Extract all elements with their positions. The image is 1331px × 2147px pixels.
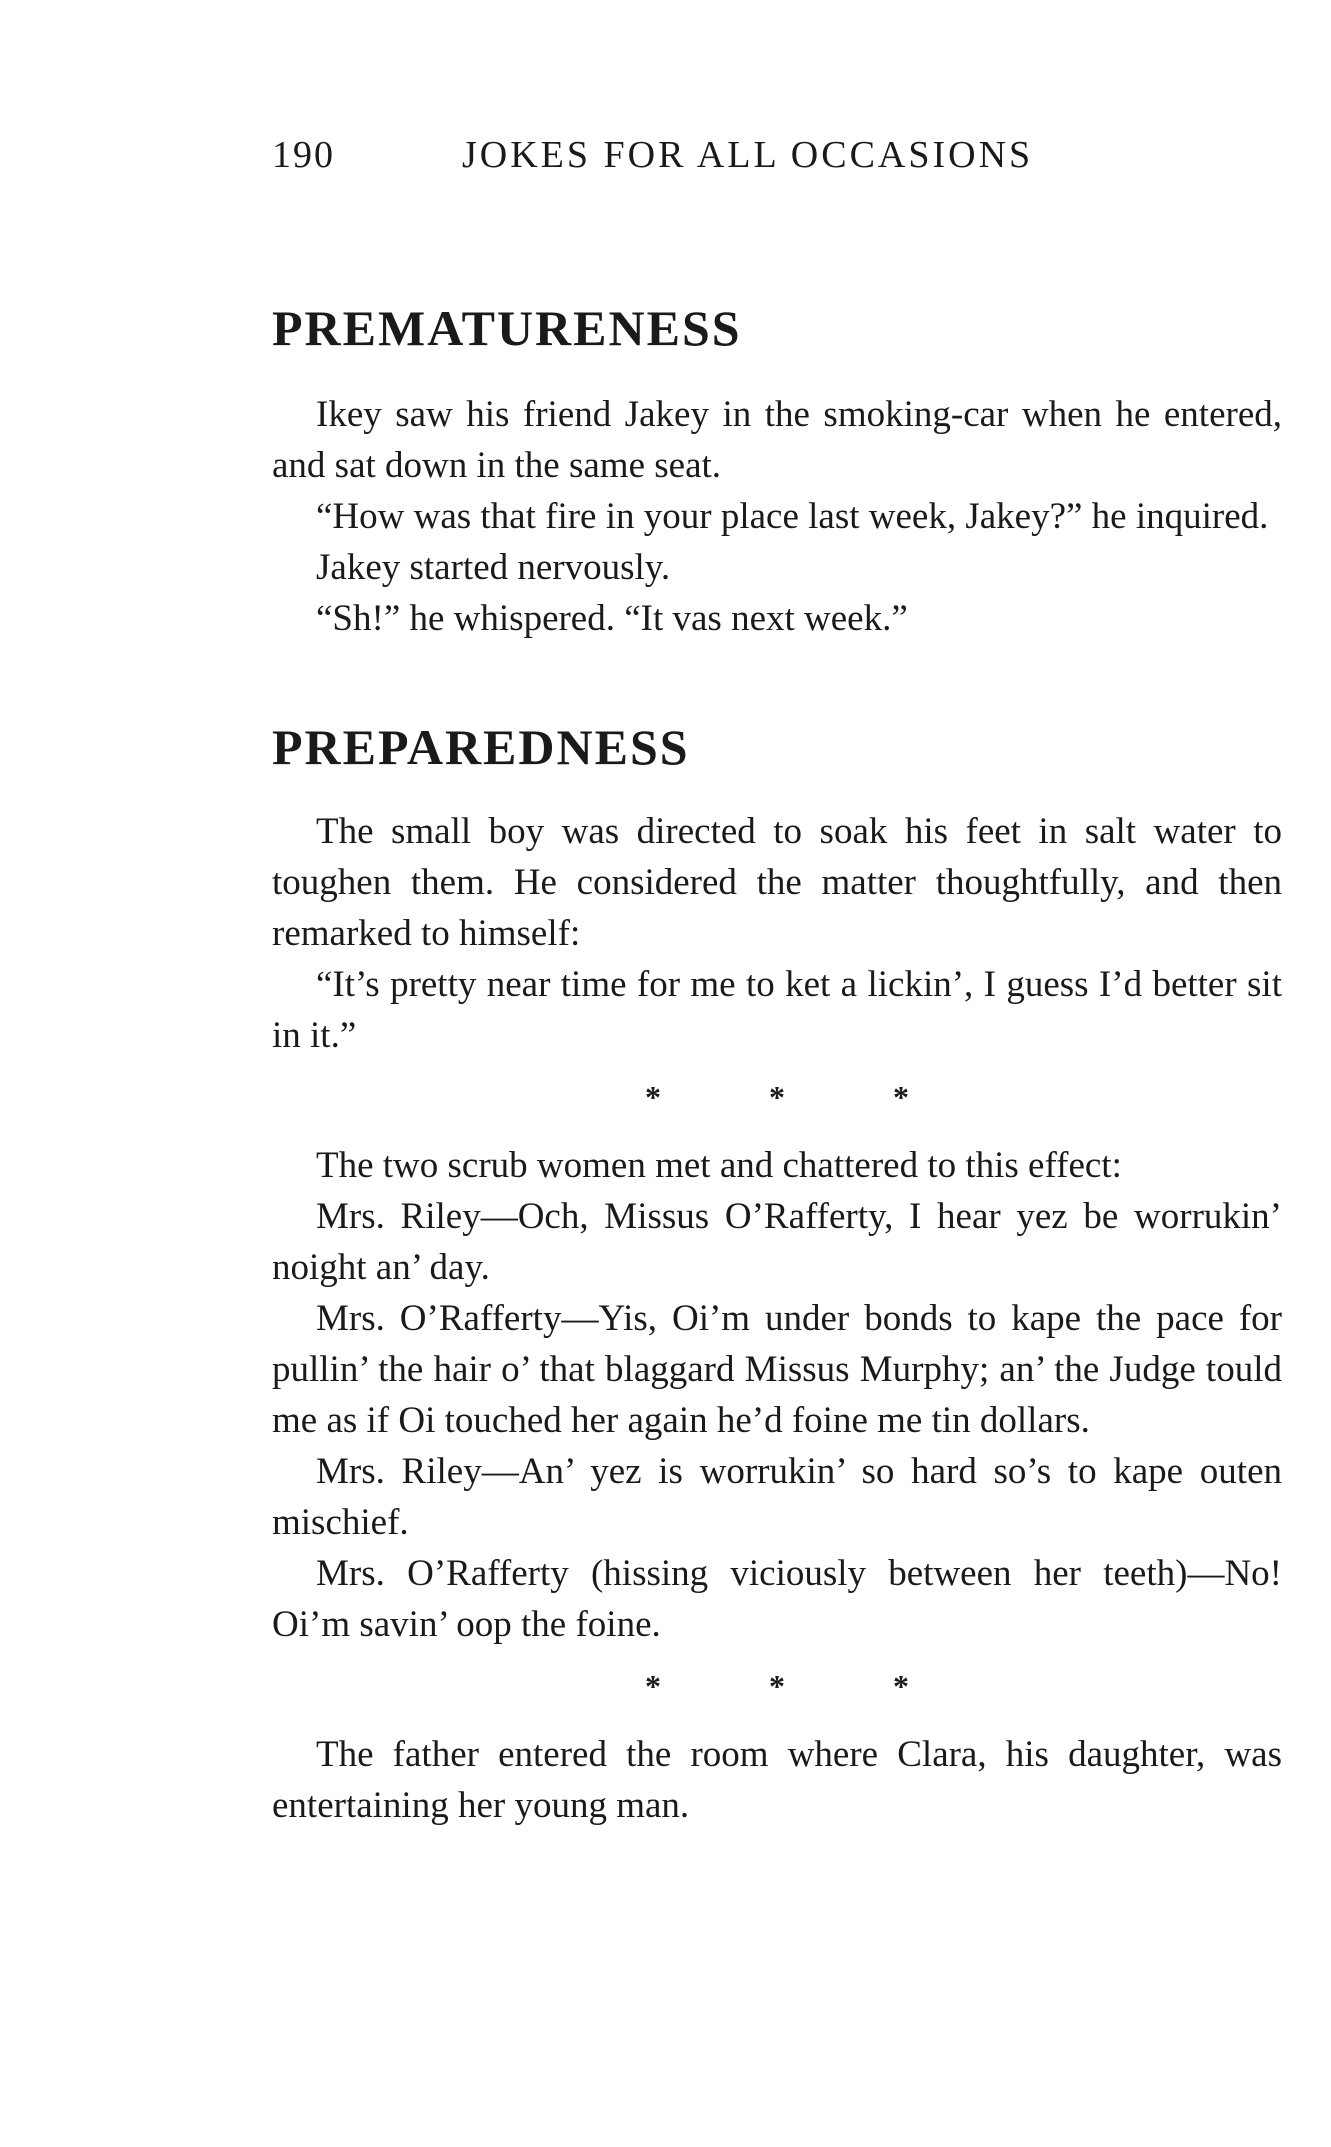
section-title-preparedness: PREPAREDNESS (272, 719, 690, 775)
paragraph: The two scrub women met and chattered to this effect: (316, 1145, 1122, 1186)
paragraph: Jakey started nervously. (316, 547, 671, 588)
paragraph: “Sh!” he whispered. “It vas next week.” (316, 598, 908, 639)
paragraph: The small boy was directed to soak his feet in salt water to toughen them. He considered the matter thoughtfully, and then remarked to himself: (272, 811, 1282, 954)
book-page (272, 125, 1282, 1831)
section-separator: * * * (645, 1668, 959, 1704)
page-number: 190 (272, 134, 335, 176)
paragraph: The father entered the room where Clara, his daughter, was entertaining her young man. (272, 1734, 1282, 1826)
paragraph: “It’s pretty near time for me to ket a lickin’, I guess I’d better sit in it.” (272, 964, 1282, 1056)
paragraph: Mrs. O’Rafferty (hissing viciously between her teeth)—No! Oi’m savin’ oop the foine. (272, 1553, 1282, 1645)
paragraph: “How was that fire in your place last week, Jakey?” he inquired. (316, 496, 1269, 537)
running-header (272, 125, 1282, 195)
paragraph: Mrs. O’Rafferty—Yis, Oi’m under bonds to kape the pace for pullin’ the hair o’ that blaggard Missus Murphy; an’ the Judge tould me as if Oi touched her again he’d foine me tin dollars. (272, 1298, 1282, 1441)
paragraph: Mrs. Riley—An’ yez is worrukin’ so hard so’s to kape outen mischief. (272, 1451, 1282, 1543)
section-title-prematureness: PREMATURENESS (272, 300, 742, 356)
section-separator: * * * (645, 1079, 959, 1115)
paragraph: Mrs. Riley—Och, Missus O’Rafferty, I hear yez be worrukin’ noight an’ day. (272, 1196, 1282, 1288)
paragraph: Ikey saw his friend Jakey in the smoking-car when he entered, and sat down in the same seat. (272, 394, 1282, 486)
running-title: JOKES FOR ALL OCCASIONS (462, 134, 1034, 176)
